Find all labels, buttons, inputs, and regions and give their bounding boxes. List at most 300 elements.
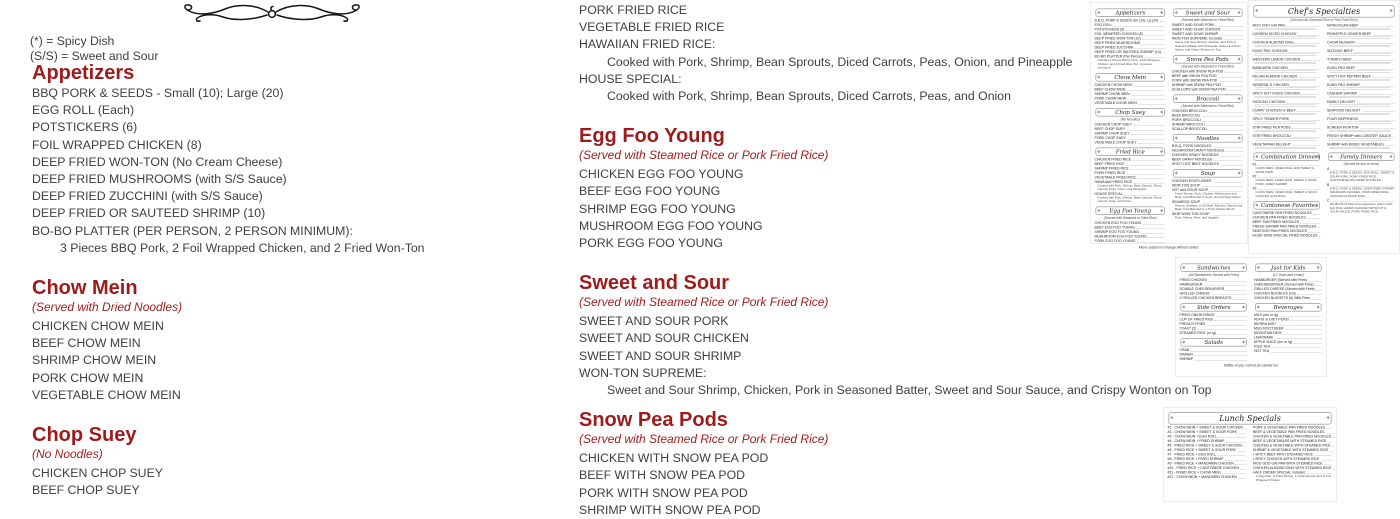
scan-item: DINNER [1180, 353, 1249, 358]
section-title: Chop Suey [32, 424, 137, 447]
scan-item-description [1329, 122, 1391, 125]
scan-section-banner: ❖ Noodles ❖ [1173, 134, 1243, 143]
scan-item: ICED TEA [1254, 345, 1323, 350]
menu-scan-thumbnail [1175, 257, 1327, 377]
legend-sweet-sour: (S/S) = Sweet and Sour [30, 49, 159, 63]
menu-item: SWEET AND SOUR PORK [579, 314, 729, 329]
scan-item: MONGOLIAN BEEF [1327, 24, 1396, 29]
scan-item: #2 [1253, 175, 1322, 180]
scan-column [1180, 261, 1249, 362]
section-title: Snow Pea Pods [579, 409, 728, 432]
scan-item: STIR FRIED BROCCOLI [1253, 134, 1322, 139]
left-text-column [32, 62, 562, 499]
menu-item: CHICKEN WITH SNOW PEA POD [579, 451, 769, 466]
scan-item: TOAST (2) [1180, 327, 1249, 332]
scan-item: SIERRA MIST [1254, 322, 1323, 327]
scan-item: BEEF BROCCOLI [1172, 113, 1244, 118]
scan-column [1095, 6, 1167, 243]
scan-item: B.B.Q. PORK NOODLES [1172, 144, 1244, 149]
scan-item: MUSHROOM GRAVY NOODLES [1172, 148, 1244, 153]
scan-item-description [1255, 113, 1317, 116]
menu-section [32, 424, 562, 499]
menu-item: EGG ROLL (Each) [32, 103, 135, 118]
scan-item: SWEET AND SOUR SHRIMP [1172, 32, 1244, 37]
scan-footer: Menu subject to change without notice. [1138, 245, 1200, 250]
scan-item: BEEF & VEGETABLES WITH STEAMED RICE [1253, 439, 1333, 444]
scan-item: Shrimp, Scallops, Crab Meat, Bamboo Shoots and Bean Curd Blended in a Thick Chicken Broth [1175, 204, 1243, 211]
scan-item: FRESH SHRIMP PAN FRIED NOODLES [1253, 225, 1322, 230]
scan-item-description [1255, 88, 1317, 91]
scan-item-description [1329, 88, 1391, 91]
scan-section-banner: ❖ Family Dinners ❖ [1328, 153, 1395, 162]
menu-item: CHICKEN CHOP SUEY [32, 466, 163, 481]
scan-item: #3 - CHOW MEIN + EGG ROLL [1168, 435, 1248, 440]
scan-item-description [1255, 105, 1317, 108]
flourish-ornament [175, 2, 365, 24]
scan-item: SIZZLING CHICKEN [1253, 100, 1322, 105]
menu-item: DEEP FRIED MUSHROOMS (with S/S Sauce) [32, 172, 287, 187]
menu-section [32, 277, 562, 404]
scan-item-description [1255, 37, 1317, 40]
menu-item: VEGETABLE CHOW MEIN [32, 387, 181, 402]
scan-item-description [1329, 147, 1391, 150]
menu-scan-thumbnail [1090, 2, 1248, 250]
scan-item: SCALLOP BROCCOLI [1172, 127, 1244, 132]
scan-item-description [1329, 105, 1391, 108]
scan-item: PECAN ALMOND CHICKEN [1253, 75, 1322, 80]
scan-item-description [1255, 71, 1317, 74]
scan-item: CHICKEN EGGFLOWER [1172, 179, 1244, 184]
scan-item: EGG ROLL [1095, 23, 1167, 28]
scan-item: VEGETABLE CHOW MEIN [1095, 101, 1167, 106]
menu-item: BEEF EGG FOO YOUNG [579, 184, 721, 199]
scan-item: CHICKEN & VEGETABLE WITH STEAMED RICE [1253, 444, 1331, 448]
scan-item: DEEP FRIED WON-TON (10) [1095, 37, 1167, 42]
legend [30, 34, 158, 64]
scan-item: DEEP FRIED OR SAUTEED SHRIMP (10) [1095, 50, 1167, 55]
scan-item-description [1255, 147, 1317, 150]
scan-item-description [1329, 113, 1391, 116]
scan-content [1091, 3, 1247, 253]
scan-item: C [1327, 199, 1396, 204]
scan-item: CHICKEN & VEGETABLE PAN FRIED NOODLES [1253, 435, 1332, 439]
scan-item: #1 [1253, 163, 1322, 168]
scan-content [1164, 408, 1336, 486]
scan-item: HOT TEA [1254, 349, 1323, 354]
scan-item: PEPSI or DIET PEPSI [1254, 318, 1323, 323]
scan-item: WOR-TON SOUP [1172, 183, 1244, 188]
scan-item: PORK BROCCOLI [1172, 118, 1244, 123]
scan-item: CHICKEN PAN FRIED NOODLES [1253, 216, 1322, 221]
menu-item: WON-TON SUPREME: [579, 365, 707, 380]
menu-item: HOUSE SPECIAL: [579, 71, 682, 86]
scan-item: CRAB [1180, 348, 1249, 353]
scan-section-banner: ❖ Side Orders ❖ [1181, 303, 1248, 312]
section-subtitle: (Served with Steamed Rice or Pork Fried Rice) [579, 432, 829, 447]
scan-item: #3 [1253, 187, 1322, 192]
menu-item: PORK WITH SNOW PEA POD [579, 485, 748, 500]
scan-item: PINEAPPLE GINGER BEEF [1327, 32, 1396, 37]
scan-item: BEEF with SNOW PEA POD [1172, 74, 1244, 79]
scan-item: SHRIMP BROCCOLI [1172, 122, 1244, 127]
menu-item: Sweet and Sour Shrimp, Chicken, Pork in Seasoned Batter, Sweet and Sour Sauce, and Crispy Wonton on Top [607, 383, 1212, 398]
scan-item: Pork, Shrimp, Beef, and Veggies [1175, 216, 1219, 220]
scan-section-subtitle: (12 Years and Under) [1272, 273, 1304, 277]
scan-section-banner: ❖ Beverages ❖ [1255, 303, 1322, 312]
scan-item: TOMATO BEEF [1327, 58, 1396, 63]
scan-item: SPICY HOT PEPPER BEEF [1327, 75, 1396, 80]
scan-item: #7 - FRIED RICE + EGG ROLL [1168, 453, 1248, 458]
scan-section-banner: ❖ Appetizers ❖ [1096, 9, 1166, 18]
scan-item: B.B.Q. PORK & SEEDS Sm (10); Lg (20) [1095, 19, 1167, 24]
scan-item: SPICY TENDER PORK [1253, 117, 1322, 122]
menu-item: DEEP FRIED ZUCCHINI (with S/S Sauce) [32, 189, 263, 204]
scan-item: A [1327, 167, 1396, 172]
scan-section-banner: ❖ Soup ❖ [1173, 169, 1243, 178]
scan-item: PORK FRIED RICE [1095, 171, 1167, 176]
scan-item: BEEF CHOP SUEY [1095, 127, 1167, 132]
scan-section-banner: ❖ Broccoli ❖ [1173, 94, 1243, 103]
scan-banner-note: (Served with Steamed Rice or Pork Fried Rice) [1290, 18, 1358, 22]
scan-item: SEAFOOD PAN FRIED NOODLES [1253, 229, 1322, 234]
scan-item: STEAMED RICE (or lg) [1180, 331, 1249, 336]
scan-item: CHICKEN NUGGETS (6) With Fries [1254, 296, 1323, 301]
scan-section-banner: ❖ Combination Dinners ❖ [1254, 153, 1321, 162]
scan-item: CHICKEN CHOW MEIN [1095, 83, 1167, 88]
scan-item: PORK CHOW MEIN [1095, 96, 1167, 101]
scan-item: MUG ROOT BEER [1254, 327, 1323, 332]
scan-item-description [1329, 54, 1391, 57]
scan-item: DEEP FRIED MUSHROOMS [1095, 41, 1167, 46]
scan-item: GENERAL'S CHICKEN [1253, 83, 1322, 88]
scan-item-description [1255, 62, 1317, 65]
section-subtitle: (Served with Dried Noodles) [32, 300, 183, 315]
scan-section-banner: ❖ Chop Suey ❖ [1096, 108, 1166, 117]
scan-columns [1095, 6, 1244, 243]
scan-item: SHRIMP [1180, 357, 1249, 362]
legend-spicy: (*) = Spicy Dish [30, 34, 115, 48]
scan-item: SWEET AND SOUR PORK [1172, 23, 1244, 28]
menu-item: BO-BO PLATTER (PER PERSON, 2 PERSON MINIMUM): [32, 223, 353, 238]
scan-column [1253, 24, 1322, 239]
scan-item: FOUR HAPPINESS [1327, 117, 1396, 122]
scan-item-description [1255, 130, 1317, 133]
scan-item: VEGETARIAN DELIGHT [1253, 143, 1322, 148]
scan-item-description [1329, 28, 1391, 31]
scan-item: CHEESEBURGER (Served with Fries) [1254, 283, 1323, 288]
scan-item: MOO GOO GAI PAN WITH STEAMED RICE [1253, 462, 1333, 467]
scan-item-description [1329, 62, 1391, 65]
menu-item: PORK EGG FOO YOUNG [579, 236, 723, 251]
scan-item: BO-BO PLATTER (Per Person) [1095, 55, 1167, 60]
scan-item: APPLE JUICE (sm or lg) [1254, 340, 1323, 345]
menu-scan-thumbnail [1163, 407, 1337, 502]
scan-item: CHICKEN with SNOW PEA POD [1172, 69, 1244, 74]
scan-item: CHICKEN ALMOND DING WITH STEAMED RICE [1253, 466, 1332, 470]
scan-section-banner: ❖ Fried Rice ❖ [1096, 147, 1166, 156]
scan-item: SHRIMP CHOW MEIN [1095, 92, 1167, 97]
scan-item: GRILLED CHEESE (Served with Fries) [1254, 287, 1323, 292]
scan-item: WESTERN LEMON CHICKEN [1253, 58, 1322, 63]
scan-item: BEEF PAN FRIED NOODLES [1253, 220, 1322, 225]
menu-item: CHICKEN EGG FOO YOUNG [579, 167, 744, 182]
menu-item: BEEF CHOP SUEY [32, 483, 140, 498]
menu-item: Cooked with Pork, Shrimp, Bean Sprouts, Diced Carrots, Peas, Onion, and Pineapple [607, 54, 1073, 69]
scan-item: STIR FRIED PEA PODS [1253, 126, 1322, 131]
menu-item: SHRIMP WITH SNOW PEA POD [579, 502, 761, 517]
scan-item: PORK CHOP SUEY [1095, 136, 1167, 141]
scan-item: PORK with SNOW PEA POD [1172, 78, 1244, 83]
scan-item: B.B.Q. PORK & SEEDS, DEEP FRIED SHRIMP, MANDARIN CHICKEN, PORK FRIED RICE, CHICKEN ALMOND DING [1330, 187, 1395, 198]
scan-item: HAMBURGER (Served with Fries) [1254, 278, 1323, 283]
scan-item-description [1255, 139, 1317, 142]
scan-item: #4 - CHOW MEIN + FRIED SHRIMP [1168, 439, 1248, 444]
scan-section-banner: ❖ Sweet and Sour ❖ [1173, 9, 1243, 18]
menu-item: HAWAIIAN FRIED RICE: [579, 37, 716, 52]
scan-item: CHOW MEIN, FRIED RICE, AND SWEET & SOUR PORK [1255, 167, 1315, 174]
scan-item: SHRIMP EGG FOO YOUNG [1095, 230, 1167, 235]
scan-item: KUNG PAO BEEF [1327, 66, 1396, 71]
scan-item: CASHEW DICED CHICKEN [1253, 32, 1322, 37]
menu-section [32, 62, 562, 257]
scan-item: MOO GOO GAI PAN [1253, 24, 1322, 29]
scan-item: VEGETABLE CHOP SUEY [1095, 140, 1167, 145]
scan-item: WOR WON-TON SOUP [1172, 212, 1244, 217]
scan-item: CHICKEN CHOP SUEY [1095, 122, 1167, 127]
scan-item: BEEF GRAVY NOODLES [1172, 157, 1244, 162]
scan-banner: ❖ Lunch Specials ❖ [1169, 412, 1332, 425]
scan-item: WON-TON SUPREME: Includes [1172, 37, 1244, 42]
menu-item: Cooked with Pork, Shrimp, Bean Sprouts, Diced Carrots, Peas, and Onion [607, 89, 1011, 104]
scan-item: CHICKEN ALMOND DING [1253, 41, 1322, 46]
scan-item: Cooked with Pork, Shrimp, Bean Sprouts, Diced Carrots, Peas, and Onion [1097, 196, 1162, 203]
scan-item: HAWAIIAN FRIED RICE [1095, 180, 1167, 185]
scan-item: DEEP FRIED ZUCCHINI [1095, 46, 1167, 51]
scan-item: FRESH SHRIMP with LOBSTER SAUCE [1327, 134, 1396, 139]
scan-section-subtitle: (Served for two or more) [1343, 162, 1379, 166]
scan-item-description [1255, 96, 1317, 99]
scan-columns [1253, 24, 1396, 239]
scan-column [1254, 261, 1323, 362]
scan-item: VEGETABLE FRIED RICE [1095, 175, 1167, 180]
scan-item: FRIED CHICKEN [1180, 278, 1249, 283]
scan-item: SCALLOPS with SNOW PEA POD [1172, 87, 1244, 92]
scan-item: FRIED ONION RINGS [1180, 313, 1249, 318]
scan-item: SHRIMP & VEGETABLE WITH STEAMED RICE [1253, 448, 1333, 453]
scan-section-subtitle: (All Sandwiches Served with Fries) [1188, 273, 1239, 277]
scan-item: CHICKEN FRIED RICE [1095, 157, 1167, 162]
menu-section [579, 2, 1109, 105]
scan-item-description [1329, 139, 1391, 142]
scan-item: KUNG PAO CHICKEN [1253, 49, 1322, 54]
scan-item: SHRIMP with SNOW PEA POD [1172, 83, 1244, 88]
section-title: Chow Mein [32, 277, 138, 300]
scan-item: #2 - CHOW MEIN + SWEET & SOUR PORK [1168, 430, 1248, 435]
scan-item: HOT and SOUR SOUP [1172, 188, 1244, 193]
scan-item: MOUNTAIN DEW [1254, 331, 1323, 336]
scan-column [1172, 6, 1244, 243]
menu-item: CHICKEN CHOW MEIN [32, 319, 164, 334]
scan-item: CUP OF FRIED RICE [1180, 318, 1249, 323]
scan-item: BEEF & VEGETABLE PAN FRIED NOODLES [1253, 430, 1333, 435]
scan-item-description [1329, 37, 1391, 40]
scan-item: SHRIMP CHOP SUEY [1095, 131, 1167, 136]
scan-item: MANDARIN CHICKEN [1253, 66, 1322, 71]
scan-item: BO-BO PLATTER (One Appetizer), MOO GOO GAI PAN, LEMON CHICKEN WITHOUT & SOUR SAUCE, PORK FRIED RICE [1330, 203, 1393, 214]
scan-item: FOIL WRAPPED CHICKEN (8) [1095, 32, 1167, 37]
scan-item: POTSTICKERS (6) [1095, 28, 1167, 33]
scan-item: #1 - CHOW MEIN + SWEET & SOUR CHICKEN [1168, 426, 1248, 431]
scan-item: HAMBURGER [1180, 283, 1249, 288]
scan-item-description [1329, 130, 1391, 133]
scan-item: MILK (sm or lg) [1254, 313, 1323, 318]
scan-item: #9 - FRIED RICE + MANDARIN CHICKEN [1168, 462, 1248, 467]
scan-item: FAMILY DELIGHT [1327, 100, 1396, 105]
scan-item: MUSHROOM EGG FOO YOUNG [1095, 234, 1167, 239]
scan-item: #8 - FRIED RICE + FRIED SHRIMP [1168, 457, 1248, 462]
scan-item: HOUR SING SPECIAL FRIED NOODLES [1253, 234, 1322, 239]
scan-section-subtitle: (Served with Steamed or Fried Rice) [1103, 216, 1157, 220]
scan-item: SEAFOOD DELIGHT [1327, 109, 1396, 114]
scan-item: SWEET AND SOUR CHICKEN [1172, 28, 1244, 33]
scan-item: SIZZLING BEEF [1327, 49, 1396, 54]
scan-item: #11 - FRIED RICE + CHOW MEIN [1168, 471, 1248, 476]
menu-item: FOIL WRAPPED CHICKEN (8) [32, 137, 202, 152]
scan-item-description [1255, 45, 1317, 48]
menu-item: BEEF CHOW MEIN [32, 336, 141, 351]
scan-item: #12 - CHOW MEIN + MANDARIN CHICKEN [1168, 475, 1248, 480]
menu-item: BBQ PORK & SEEDS - Small (10); Large (20) [32, 86, 284, 100]
scan-section-subtitle: (Served with Steamed or Fried Rice) [1181, 18, 1235, 22]
menu-item: VEGETABLE FRIED RICE [579, 20, 725, 35]
menu-item: PORK FRIED RICE [579, 3, 687, 17]
scan-column [1327, 24, 1396, 239]
menu-scan-thumbnail [1248, 0, 1400, 254]
scan-item: CHOW MUSHON [1327, 41, 1396, 46]
scan-item: KUNG PAO SHRIMP [1327, 83, 1396, 88]
scan-column [1253, 426, 1333, 483]
scan-section-banner: ❖ Cantonese Favorites ❖ [1254, 201, 1321, 210]
menu-item: DEEP FRIED OR SAUTEED SHRIMP (10) [32, 206, 266, 221]
scan-item: SHRIMP with MIXED VEGETABLES [1327, 143, 1396, 148]
section-subtitle: (Served with Steamed Rice or Pork Fried Rice) [579, 148, 829, 163]
menu-item: SHRIMP CHOW MEIN [32, 353, 157, 368]
scan-item: SPICY HOT DICED CHICKEN [1253, 92, 1322, 97]
scan-item: B [1327, 183, 1396, 188]
menu-section [579, 409, 1109, 519]
scan-item: Sweet and Sour Shrimp, Chicken, and Pork in Seasoned Batter with Pineapple, Sweet and Sour Sauce, and Crispy Wonton on Top [1175, 41, 1241, 52]
scan-item: PORK & VEGETABLE PAN FRIED NOODLES [1253, 426, 1333, 431]
scan-item: BEEF FRIED RICE [1095, 162, 1167, 167]
scan-item: Cooked with Pork, Shrimp, Bean Sprouts, Diced Carrots, Peas, Onion, and Pineapple [1097, 184, 1162, 191]
scan-item: Includes 3 Pieces B.B.Q. Pork, 2 Foil Wrapped Chicken, and 2 Fried Won-Ton. (2 person minimum) [1097, 59, 1160, 70]
scan-item: CHOW MEIN, FRIED RICE, SWEET & SOUR PORK, FRIED SHRIMP [1255, 179, 1317, 186]
menu-item: BEEF WITH SNOW PEA POD [579, 468, 746, 483]
scan-section-banner: ❖ Salads ❖ [1181, 338, 1248, 347]
scan-item: LEMONADE [1254, 336, 1323, 341]
scan-item: DOUBLE CHEESEBURGER [1180, 287, 1249, 292]
scan-item: B.B.Q. PORK & SEEDS, EGG ROLL, SWEET & SOUR PORK, PORK FRIED RICE, CANTONESE PAN FRIED NOODLES [1330, 171, 1395, 182]
scan-item: CANTONESE PAN FRIED NOODLES [1253, 211, 1322, 216]
scan-section-subtitle: (No Noodles) [1120, 117, 1140, 122]
scan-item-description [1255, 79, 1317, 82]
scan-item: SEAWEED SOUP [1172, 200, 1244, 205]
scan-item: HOUSE SPECIAL [1095, 192, 1167, 197]
scan-item: SCREEN WONTON [1327, 126, 1396, 131]
section-title: Sweet and Sour [579, 272, 730, 295]
scan-item-description [1255, 122, 1317, 125]
scan-footer: Refills of pop cannot be carried out [1223, 364, 1279, 368]
section-title: Appetizers [32, 62, 135, 84]
scan-item: BEEF CHOW MEIN [1095, 87, 1167, 92]
scan-item-description [1255, 54, 1317, 57]
section-subtitle: (Served with Steamed Rice or Pork Fried Rice) [579, 295, 829, 310]
scan-section-banner: ❖ Chow Mein ❖ [1096, 73, 1166, 82]
scan-item: CHICKEN GRAVY NOODLES [1172, 153, 1244, 158]
section-subtitle: (No Noodles) [32, 447, 103, 462]
scan-item: CHICKEN NOODLES (sm) [1254, 292, 1323, 297]
scan-item: CHICKEN EGG FOO YOUNG [1095, 221, 1167, 226]
scan-item-description [1329, 71, 1391, 74]
menu-item: POTSTICKERS (6) [32, 120, 138, 135]
menu-item: SWEET AND SOUR CHICKEN [579, 331, 749, 346]
scan-item-description [1329, 96, 1391, 99]
menu-item: DEEP FRIED WON-TON (No Cream Cheese) [32, 154, 283, 169]
menu-item: PORK CHOW MEIN [32, 370, 144, 385]
scan-item: SPICY HOT BEEF NOODLES [1172, 162, 1244, 167]
scan-item: #5 - FRIED RICE + SWEET & SOUR CHICKEN [1168, 444, 1248, 449]
scan-item: HALF ORDER SPECIAL includes: [1253, 471, 1333, 476]
scan-item: 2 GRILLED CHICKEN BREASTS [1180, 296, 1249, 301]
section-title: Egg Foo Young [579, 125, 725, 148]
scan-section-banner: ❖ Sandwiches ❖ [1181, 264, 1248, 273]
scan-item: CHICKEN BROCCOLI [1172, 109, 1244, 114]
menu-item: SHRIMP EGG FOO YOUNG [579, 201, 736, 216]
scan-item: PORK EGG FOO YOUNG [1095, 239, 1167, 244]
scan-item: SHRIMP FRIED RICE [1095, 166, 1167, 171]
scan-item: ▪ SPICY BEEF WITH STEAMED RICE [1253, 453, 1333, 458]
scan-item: FRENCH FRIES [1180, 322, 1249, 327]
scan-section-banner: ❖ Egg Foo Young ❖ [1096, 206, 1166, 215]
scan-banner: ❖ Chef's Specialties ❖ [1254, 5, 1395, 18]
menu-section [579, 125, 1109, 252]
scan-item: GRILLED CHEESE [1180, 292, 1249, 297]
scan-item: #6 - FRIED RICE + SWEET & SOUR PORK [1168, 448, 1248, 453]
scan-content [1249, 1, 1399, 241]
scan-section-banner: ❖ Just for Kids ❖ [1255, 264, 1322, 273]
scan-item-description [1329, 45, 1391, 48]
menu-item: 3 Pieces BBQ Pork, 2 Foil Wrapped Chicken, and 2 Fried Won-Ton [60, 240, 425, 255]
scan-item-description [1329, 79, 1391, 82]
scan-columns [1180, 261, 1323, 362]
scan-item: CASHEW SHRIMP [1327, 92, 1396, 97]
scan-section-subtitle: (Served with Steamed or Fried Rice) [1181, 64, 1235, 69]
scan-section-banner: ❖ Snow Pea Pods ❖ [1173, 55, 1243, 64]
scan-column [1168, 426, 1248, 483]
scan-columns [1168, 426, 1333, 483]
scan-item: BEEF EGG FOO YOUNG [1095, 225, 1167, 230]
scan-item: CURRY CHICKEN or BEEF [1253, 109, 1322, 114]
scan-content [1176, 258, 1326, 371]
scan-item: ▪ SPICY CHICKEN WITH STEAMED RICE [1253, 457, 1333, 462]
menu-item: MUSHROOM EGG FOO YOUNG [579, 218, 763, 233]
scan-item: CHOW MEIN, FRIED RICE, SWEET & SOUR CHICKEN, EGG ROLL [1255, 191, 1317, 198]
scan-item: 1) Egg Roll, 1) Fried Shrimp, 1) Crab Wonton and 1) Foil Wrapped Chicken [1256, 475, 1331, 482]
menu-item: SWEET AND SOUR SHRIMP [579, 348, 742, 363]
scan-section-subtitle: (Served with Steamed or Fried Rice) [1181, 104, 1235, 108]
scan-item: #10 - FRIED RICE + CANTONESE CHICKEN [1168, 466, 1248, 471]
scan-item-description [1255, 28, 1317, 31]
